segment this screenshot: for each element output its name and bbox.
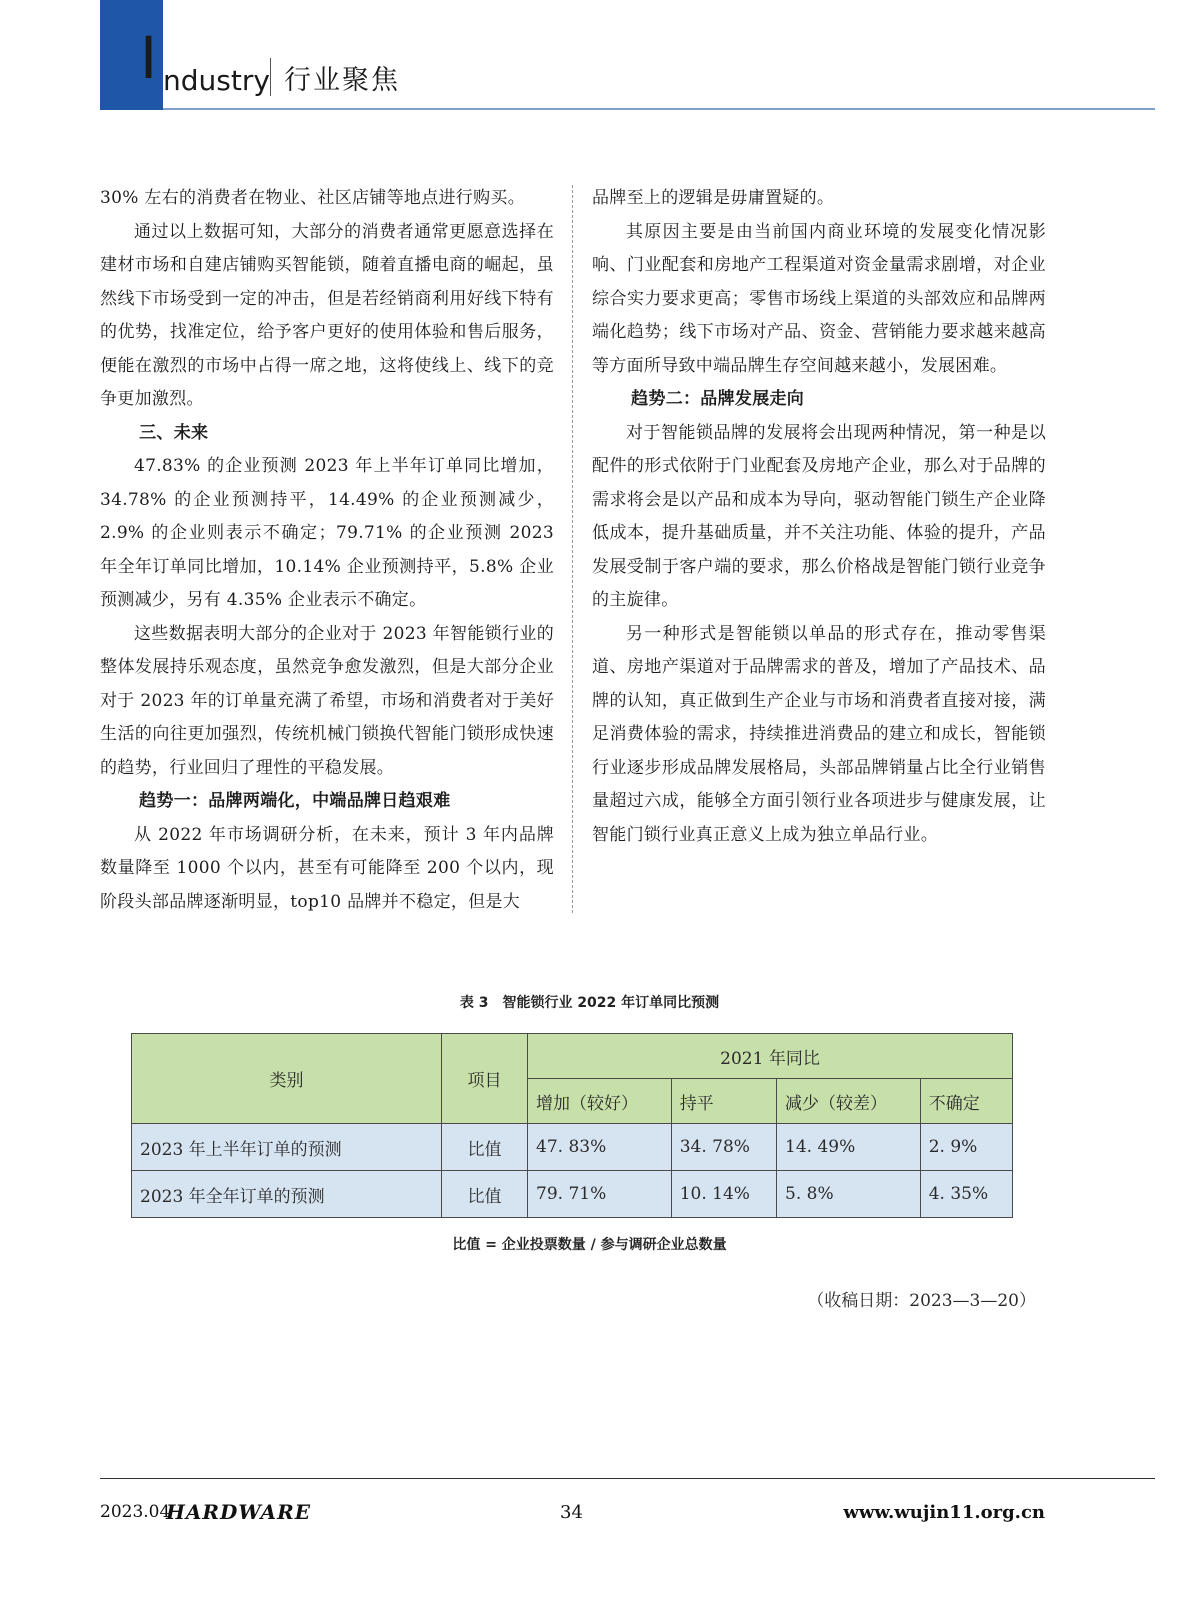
table-subheader: 不确定: [920, 1079, 1012, 1124]
table-note: 比值 = 企业投票数量 / 参与调研企业总数量: [452, 1237, 727, 1253]
section-heading: 趋势一：品牌两端化，中端品牌日趋艰难: [139, 791, 451, 811]
paragraph: 这些数据表明大部分的企业对于 2023 年智能锁行业的整体发展持乐观态度，虽然竞争愈发激烈，但是大部分企业对于 2023 年的订单量充满了希望，市场和消费者对于美好生活的向往更加强烈，传统机械门锁换代智能门锁形成快速的趋势，行业回归了理性的平稳发展。: [100, 623, 554, 778]
table-header-category: 类别: [132, 1034, 442, 1124]
table-cell-value: 4. 35%: [920, 1171, 1012, 1218]
received-date: （收稿日期：2023—3—20）: [807, 1291, 1036, 1311]
section-heading: 三、未来: [139, 422, 209, 443]
table-cell-value: 10. 14%: [671, 1171, 776, 1218]
table-row: [132, 1171, 1013, 1218]
paragraph: 30% 左右的消费者在物业、社区店铺等地点进行购买。: [100, 188, 525, 208]
left-column: [100, 182, 554, 919]
paragraph: 另一种形式是智能锁以单品的形式存在，推动零售渠道、房地产渠道对于品牌需求的普及，增加了产品技术、品牌的认知，真正做到生产企业与市场和消费者直接对接，满足消费体验的需求，持续推进消费品的建立和成长，智能锁行业逐步形成品牌发展格局，头部品牌销量占比全行业销售量超过六成，能够全方面引领行业各项进步与健康发展，让智能门锁行业真正意义上成为独立单品行业。: [592, 623, 1046, 845]
header-section-title: 行业聚焦: [284, 65, 400, 96]
footer-rule: [100, 1478, 1155, 1479]
table-cell-value: 47. 83%: [528, 1124, 672, 1171]
footer-website[interactable]: www.wujin11.org.cn: [843, 1502, 1045, 1523]
paragraph: 通过以上数据可知，大部分的消费者通常更愿意选择在建材市场和自建店铺购买智能锁，随着直播电商的崛起，虽然线下市场受到一定的冲击，但是若经销商利用好线下特有的优势，找准定位，给予客户更好的使用体验和售后服务，便能在激烈的市场中占得一席之地，这将使线上、线下的竞争更加激烈。: [100, 221, 554, 409]
table-row: [132, 1124, 1013, 1171]
page-number: 34: [560, 1502, 583, 1523]
paragraph: 对于智能锁品牌的发展将会出现两种情况，第一种是以配件的形式依附于门业配套及房地产企业，那么对于品牌的需求将会是以产品和成本为导向，驱动智能门锁生产企业降低成本，提升基础质量，并不关注功能、体验的提升，产品发展受制于客户端的要求，那么价格战是智能门锁行业竞争的主旋律。: [592, 422, 1046, 610]
table-cell-value: 34. 78%: [671, 1124, 776, 1171]
paragraph: 其原因主要是由当前国内商业环境的发展变化情况影响、门业配套和房地产工程渠道对资金量需求剧增，对企业综合实力要求更高；零售市场线上渠道的头部效应和品牌两端化趋势；线下市场对产品、资金、营销能力要求越来越高等方面所导致中端品牌生存空间越来越小，发展困难。: [592, 221, 1046, 376]
table-cell-item: 比值: [442, 1124, 528, 1171]
table-subheader: 持平: [671, 1079, 776, 1124]
table-header-item: 项目: [442, 1034, 528, 1124]
table-cell-value: 79. 71%: [528, 1171, 672, 1218]
table-caption: 表 3 智能锁行业 2022 年订单同比预测: [459, 995, 720, 1011]
right-column: [592, 182, 1046, 852]
column-divider: [572, 185, 573, 913]
header-separator: [270, 58, 271, 96]
table-cell-category: 2023 年上半年订单的预测: [132, 1124, 442, 1171]
table-cell-value: 2. 9%: [920, 1124, 1012, 1171]
table-cell-value: 5. 8%: [777, 1171, 921, 1218]
header-title-word: ndustry: [163, 64, 270, 97]
table-cell-item: 比值: [442, 1171, 528, 1218]
footer-issue: 2023.04: [100, 1502, 171, 1522]
section-heading: 趋势二：品牌发展走向: [631, 389, 805, 409]
header-rule: [163, 108, 1155, 110]
table-header-group: 2021 年同比: [528, 1034, 1013, 1079]
paragraph: 47.83% 的企业预测 2023 年上半年订单同比增加，34.78% 的企业预测持平，14.49% 的企业预测减少，2.9% 的企业则表示不确定；79.71% 的企业预测 2023 年全年订单同比增加，10.14% 企业预测持平，5.8% 企业预测减少，另有 4.35% 企业表示不确定。: [100, 456, 554, 610]
table-subheader: 减少（较差）: [777, 1079, 921, 1124]
header-big-letter: I: [140, 24, 158, 92]
forecast-table: [131, 1033, 1013, 1218]
footer-magazine-name: HARDWARE: [166, 1500, 311, 1524]
table-cell-category: 2023 年全年订单的预测: [132, 1171, 442, 1218]
table-cell-value: 14. 49%: [777, 1124, 921, 1171]
paragraph: 品牌至上的逻辑是毋庸置疑的。: [592, 188, 835, 208]
table-subheader: 增加（较好）: [528, 1079, 672, 1124]
paragraph: 从 2022 年市场调研分析，在未来，预计 3 年内品牌数量降至 1000 个以内，甚至有可能降至 200 个以内，现阶段头部品牌逐渐明显，top10 品牌并不稳定，但是大: [100, 824, 554, 912]
